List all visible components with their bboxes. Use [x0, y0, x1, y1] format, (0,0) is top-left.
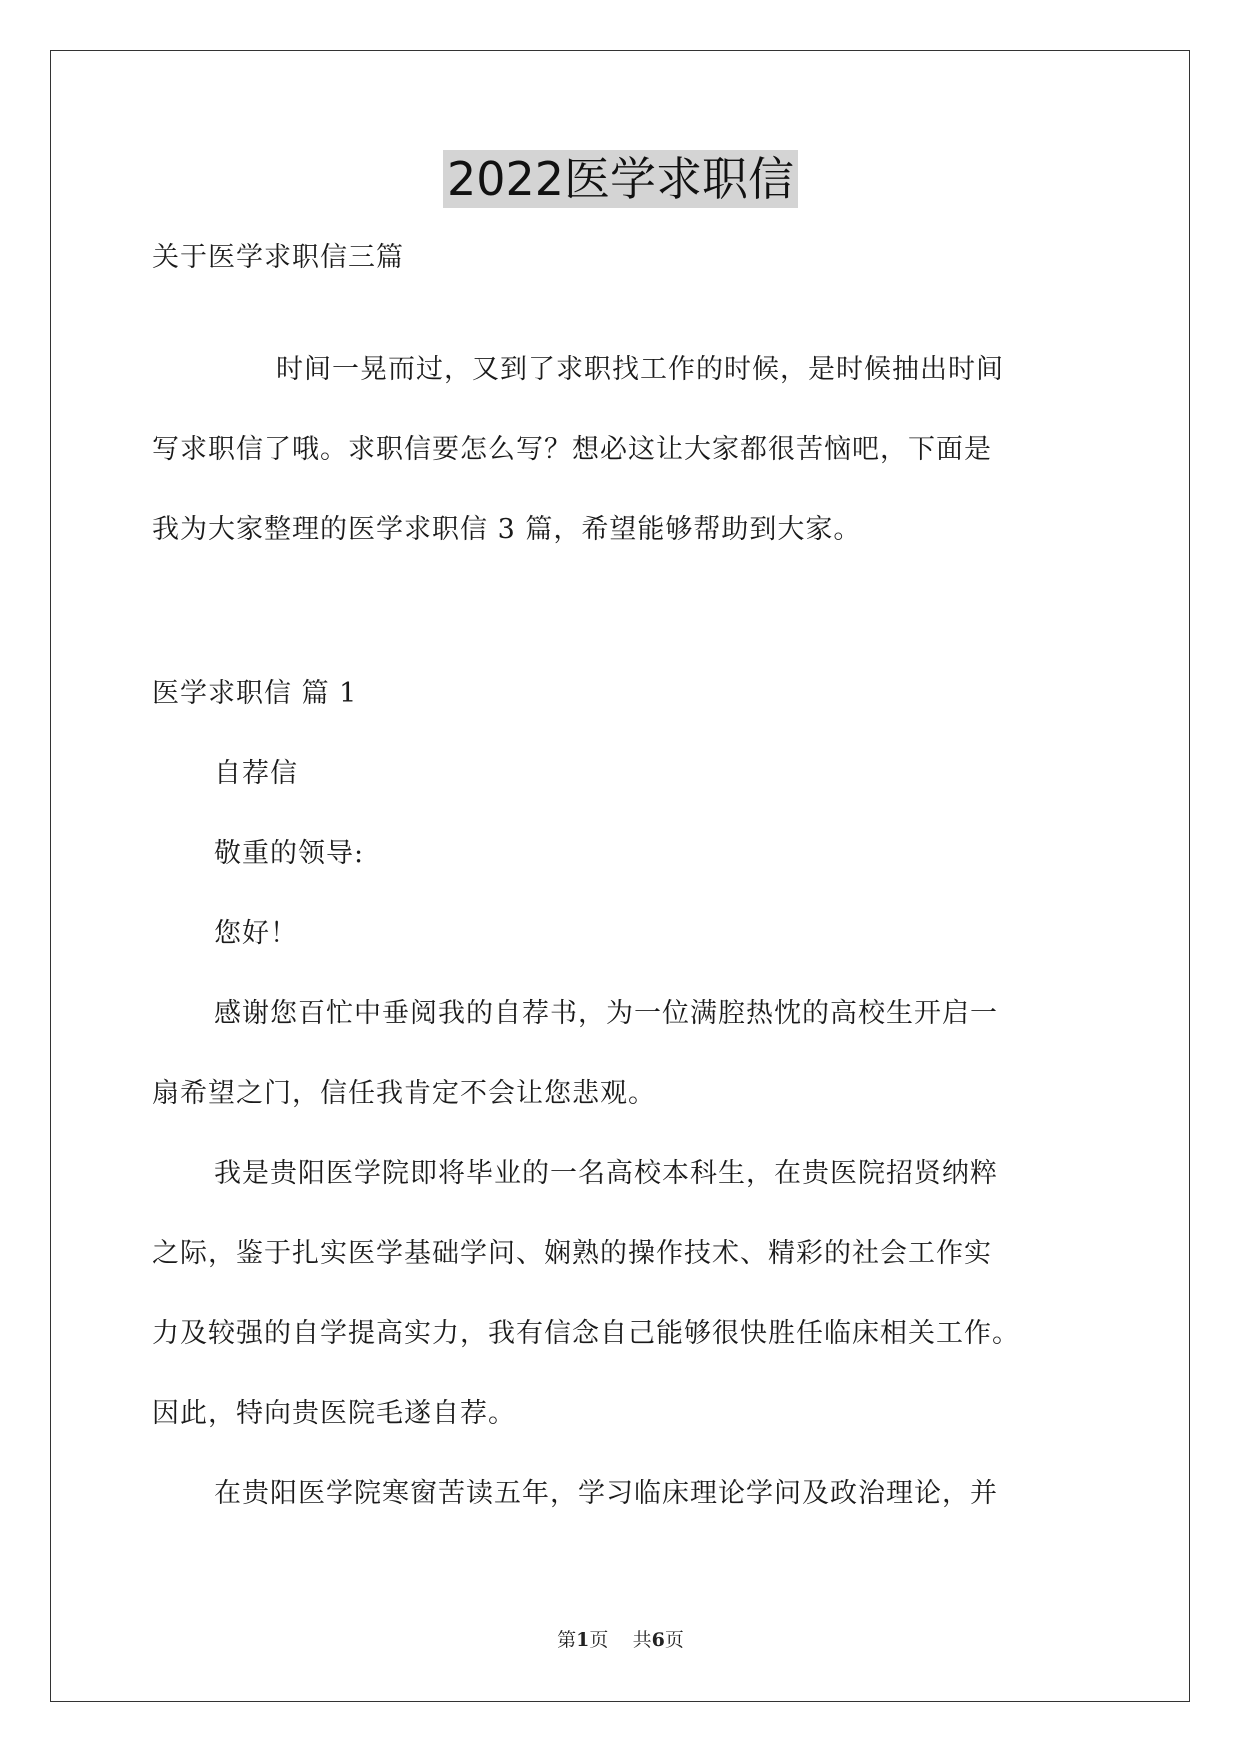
intro-line: 写求职信了哦。求职信要怎么写？想必这让大家都很苦恼吧，下面是: [152, 434, 992, 465]
footer-page-prefix: 第: [557, 1629, 577, 1651]
footer-current-page: 1: [576, 1629, 590, 1651]
page-border: [50, 50, 1190, 1702]
document-title: 2022医学求职信: [443, 150, 798, 208]
document-subtitle: 关于医学求职信三篇: [152, 242, 404, 273]
paragraph-line: 我是贵阳医学院即将毕业的一名高校本科生，在贵医院招贤纳粹: [214, 1158, 998, 1189]
footer-total-pages: 6: [651, 1629, 665, 1651]
greeting: 您好！: [214, 918, 298, 949]
intro-line: 我为大家整理的医学求职信 3 篇，希望能够帮助到大家。: [152, 514, 862, 545]
footer-page-mid: 页 共: [589, 1629, 652, 1651]
paragraph-line: 力及较强的自学提高实力，我有信念自己能够很快胜任临床相关工作。: [152, 1318, 1020, 1349]
footer-page-suffix: 页: [664, 1629, 684, 1651]
section-heading: 医学求职信 篇 1: [152, 678, 358, 709]
paragraph-line: 之际，鉴于扎实医学基础学问、娴熟的操作技术、精彩的社会工作实: [152, 1238, 992, 1269]
paragraph-line: 感谢您百忙中垂阅我的自荐书，为一位满腔热忱的高校生开启一: [214, 998, 998, 1029]
title-container: [0, 150, 1241, 208]
paragraph-line: 因此，特向贵医院毛遂自荐。: [152, 1398, 516, 1429]
letter-title: 自荐信: [214, 758, 298, 789]
page-footer: [0, 1628, 1241, 1652]
paragraph-line: 扇希望之门，信任我肯定不会让您悲观。: [152, 1078, 656, 1109]
paragraph-line: 在贵阳医学院寒窗苦读五年，学习临床理论学问及政治理论，并: [214, 1478, 998, 1509]
intro-line: 时间一晃而过，又到了求职找工作的时候，是时候抽出时间: [276, 354, 1004, 385]
salutation: 敬重的领导:: [214, 838, 365, 869]
